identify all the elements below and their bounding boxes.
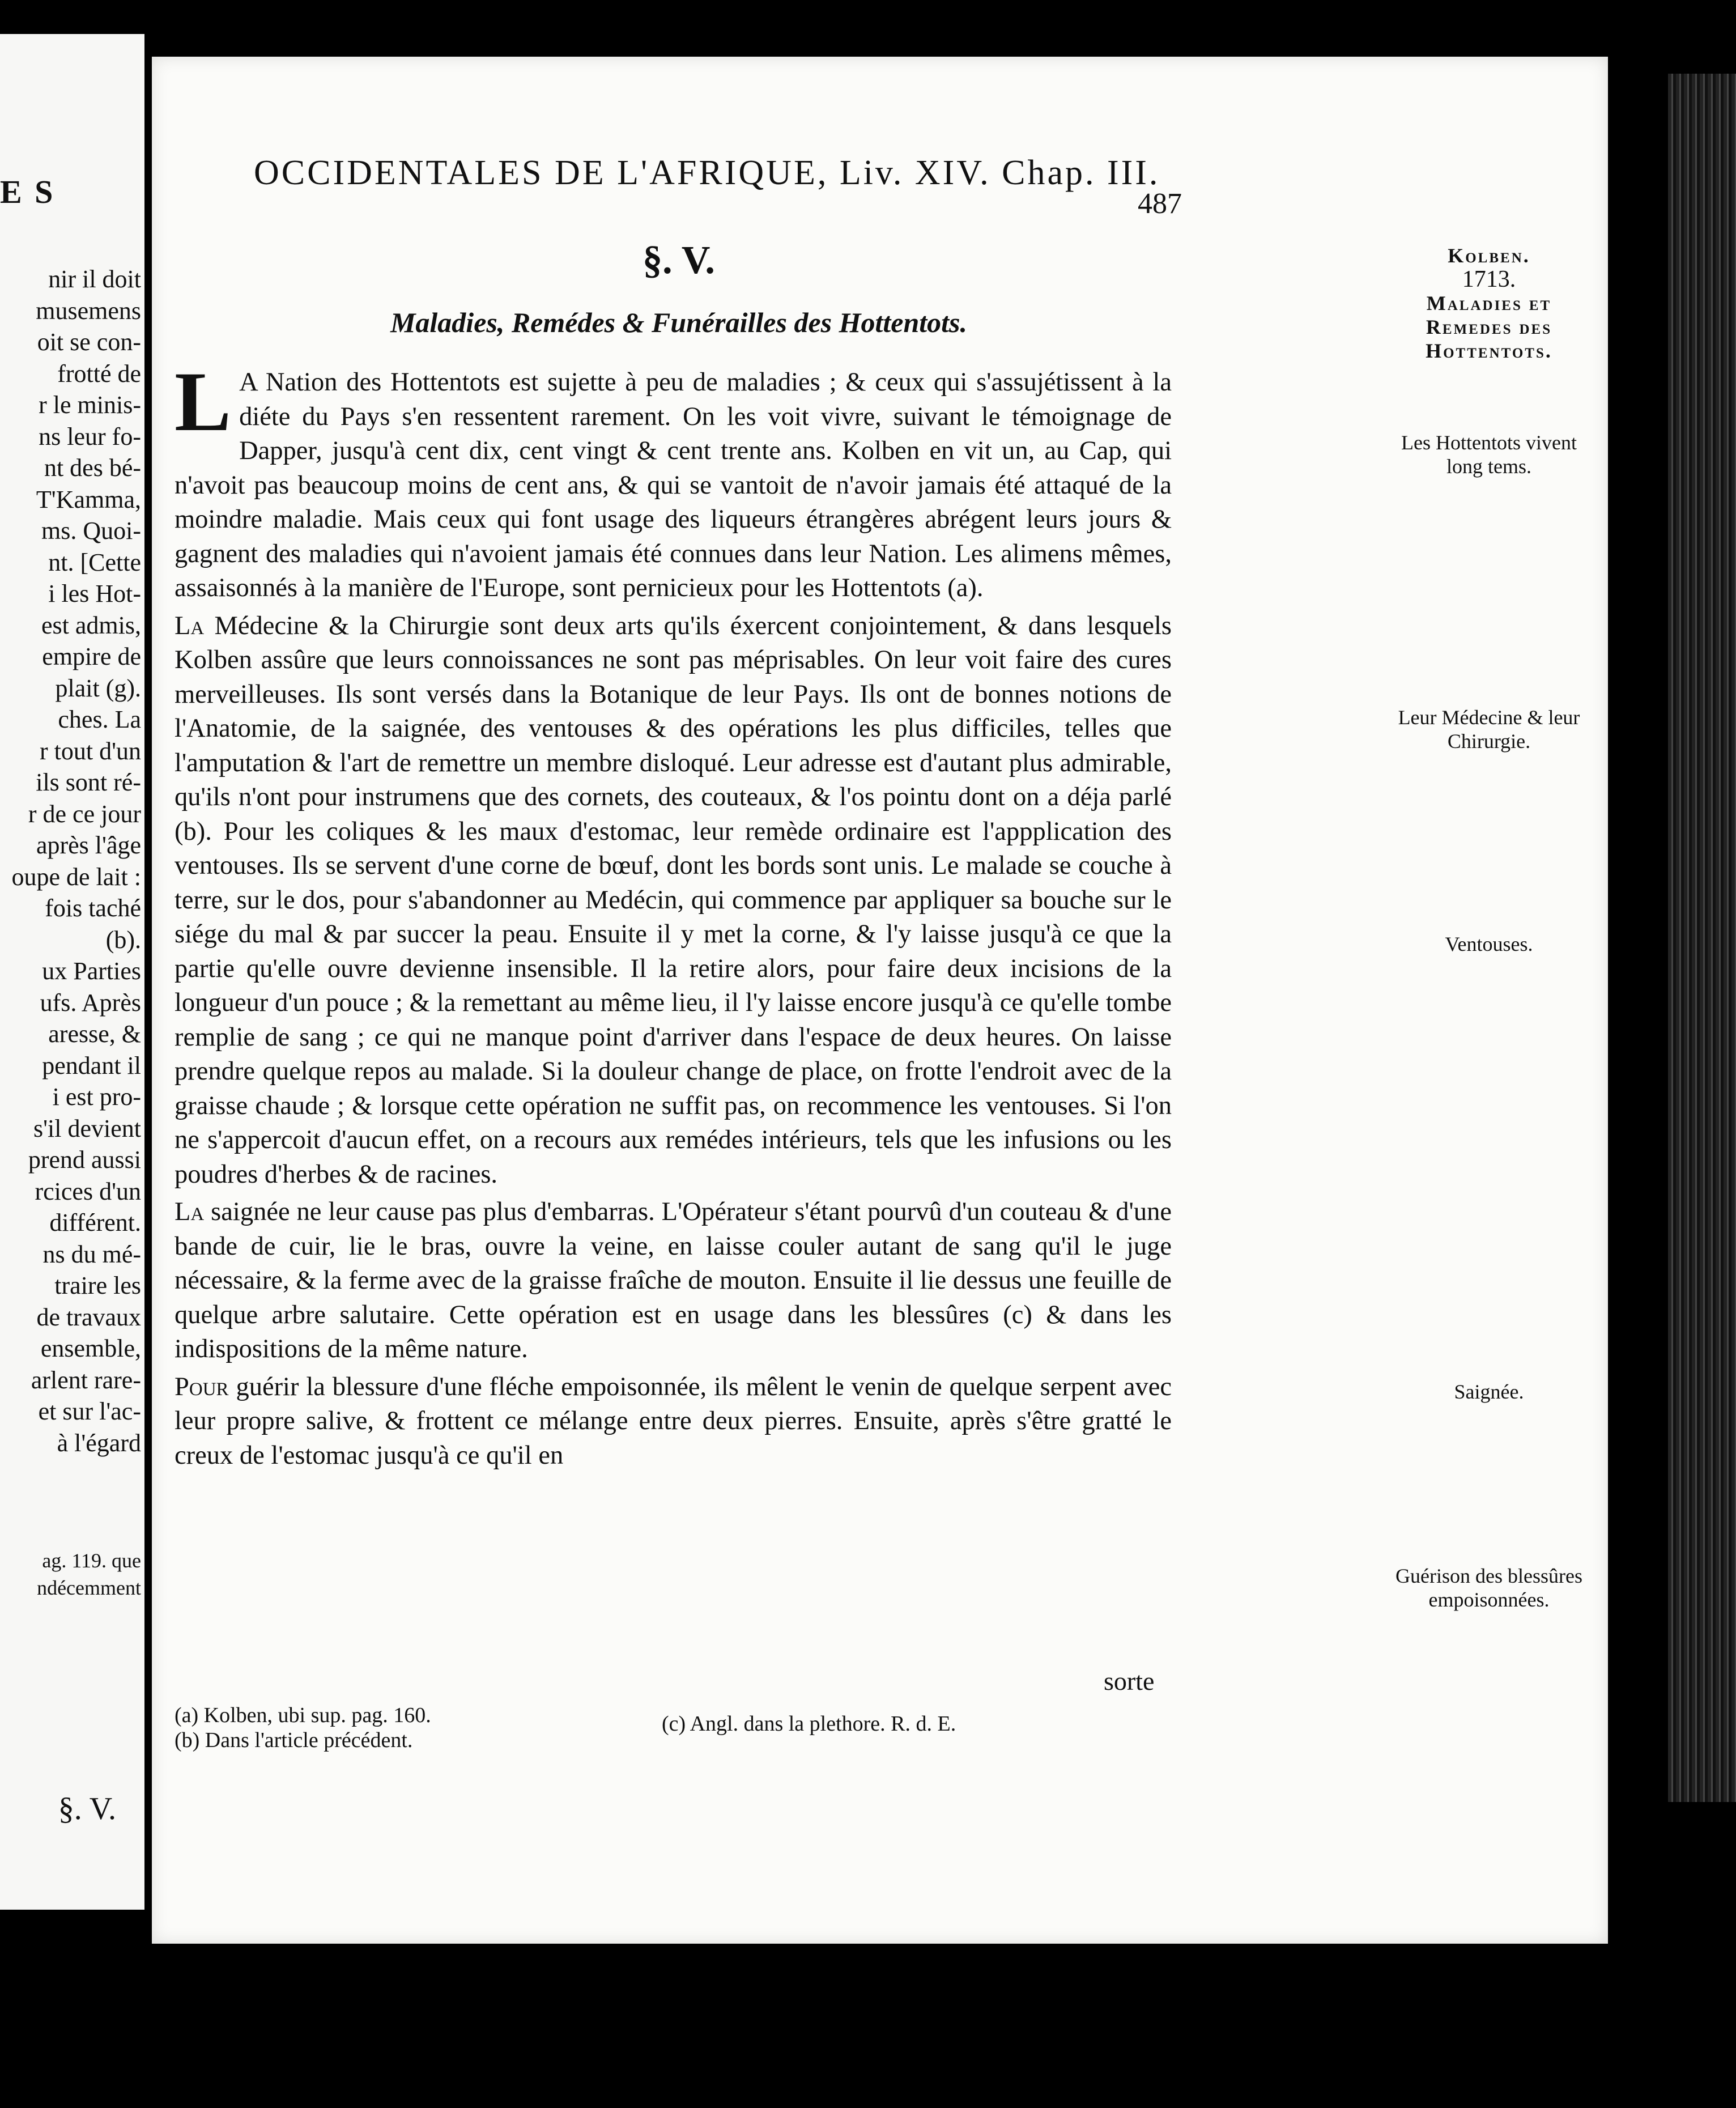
footnote-a: (a) Kolben, ubi sup. pag. 160. xyxy=(175,1703,431,1727)
margin-author: Kolben. xyxy=(1448,244,1530,267)
footnote-c: (c) Angl. dans la plethore. R. d. E. xyxy=(662,1712,956,1736)
margin-note-poison-wounds: Guérison des blessûres empoisonnées. xyxy=(1395,1565,1582,1611)
paragraph-3 xyxy=(175,1195,1172,1367)
previous-page-line: traire les xyxy=(54,1272,141,1299)
previous-page-section-mark: §. V. xyxy=(58,1791,116,1826)
previous-page-line: (b). xyxy=(105,925,141,954)
previous-page-line: ms. Quoi- xyxy=(41,517,141,545)
previous-page-line: frotté de xyxy=(57,359,141,388)
footnote-b: (b) Dans l'article précédent. xyxy=(175,1728,413,1752)
previous-page-line: i est pro- xyxy=(52,1083,141,1111)
margin-note-medicine: Leur Médecine & leur Chirurgie. xyxy=(1398,706,1580,753)
previous-page-line: ns leur fo- xyxy=(39,422,141,450)
previous-page-note: ndécemment xyxy=(37,1576,141,1599)
previous-page-notes xyxy=(37,1547,141,1601)
previous-page-line: musemens xyxy=(36,296,141,325)
book-edge xyxy=(1668,74,1736,1802)
previous-page-line: différent. xyxy=(49,1209,141,1236)
previous-page-line: prend aussi xyxy=(28,1146,141,1174)
previous-page-line: oit se con- xyxy=(37,328,141,356)
previous-page-line: ns du mé- xyxy=(42,1240,141,1268)
previous-page-line: à l'égard xyxy=(57,1429,141,1457)
previous-page-line: ufs. Après xyxy=(40,988,141,1017)
previous-page-line: ches. La xyxy=(58,706,141,733)
book-page xyxy=(152,57,1608,1944)
previous-page-lines xyxy=(12,264,142,1459)
previous-page-line: ils sont ré- xyxy=(36,768,141,796)
previous-page-line: nt. [Cette xyxy=(48,548,141,576)
catchword: sorte xyxy=(1104,1667,1155,1695)
paragraph-2-lead: La xyxy=(175,611,205,640)
running-head: OCCIDENTALES DE L'AFRIQUE, Liv. XIV. Chap. III. xyxy=(254,154,1160,192)
drop-cap: L xyxy=(175,355,232,449)
margin-note-bleeding: Saignée. xyxy=(1454,1380,1524,1403)
previous-page-line: et sur l'ac- xyxy=(38,1397,141,1425)
paragraph-2 xyxy=(175,609,1172,1192)
paragraph-3-text: saignée ne leur cause pas plus d'embarras. L'Opérateur s'étant pourvû d'un couteau & d'une bande de cuir, lie le bras, ouvre la veine, en laisse couler autant de sang qu'il le juge nécessaire, & la ferme avec de la graisse fraîche de mouton. Ensuite il lie dessus une feuille de quelque arbre salutaire. Cette opération est en usage dans les blessûres (c) & dans les indispositions de la même nature. xyxy=(175,1197,1172,1363)
paragraph-3-lead: La xyxy=(175,1197,205,1226)
previous-page-line: nir il doit xyxy=(48,265,141,293)
previous-page xyxy=(0,34,144,1910)
previous-page-line: ux Parties xyxy=(42,957,141,985)
paragraph-4-lead: Pour xyxy=(175,1372,229,1401)
paragraph-4-text: guérir la blessure d'une fléche empoisonnée, ils mêlent le venin de quelque serpent avec leur propre salive, & frottent ce mélange entre deux pierres. Ensuite, après s'être gratté le creux de l'estomac jusqu'à ce qu'il en xyxy=(175,1372,1172,1470)
margin-note-cupping: Ventouses. xyxy=(1445,933,1533,955)
previous-page-line: arlent rare- xyxy=(31,1366,141,1394)
previous-page-line: empire de xyxy=(42,643,141,670)
previous-page-line: après l'âge xyxy=(36,831,141,859)
footnotes xyxy=(175,1703,431,1753)
section-subtitle: Maladies, Remédes & Funérailles des Hottentots. xyxy=(390,307,968,338)
previous-page-line: aresse, & xyxy=(48,1020,141,1048)
paragraph-1-text: A Nation des Hottentots est sujette à peu de maladies ; & ceux qui s'assujétissent à la diéte du Pays s'en ressentent rarement. On les voit vivre, suivant le témoignage de Dapper, jusqu'à cent dix, cent vingt & cent trente ans. Kolben en vit un, au Cap, qui n'avoit pas beaucoup moins de cent ans, & qui se vantoit de n'avoir jamais été attaqué de la moindre maladie. Mais ceux qui font usage des liqueurs étrangères abrégent leurs jours & gagnent des maladies qui n'avoient jamais été connues dans leur Nation. Les alimens mêmes, assaisonnés à la manière de l'Europe, sont pernicieux pour les Hottentots (a). xyxy=(175,368,1172,602)
margin-note-longevity: Les Hottentots vivent long tems. xyxy=(1401,431,1577,478)
previous-page-line: r tout d'un xyxy=(39,737,141,765)
paragraph-2-text: Médecine & la Chirurgie sont deux arts qu'ils éxercent conjointement, & dans lesquels Kolben assûre que leurs connoissances ne sont pas méprisables. On leur voit faire des cures merveilleuses. Ils sont versés dans la Botanique de leur Pays. Ils ont de bonnes notions de l'Anatomie, de la saignée, des ventouses & des opérations les plus difficiles, telles que l'amputation & l'art de remettre un membre disloqué. Leur adresse est d'autant plus admirable, qu'ils n'ont pour instrumens que des cornets, des couteaux, & l'os pointu dont on a déja parlé (b). Pour les coliques & les maux d'estomac, leur remède ordinaire est l'appplication des ventouses. Ils se servent d'une corne de bœuf, dont les bords sont unis. Le malade se couche à terre, sur le dos, pour s'abandonner au Medécin, qui commence par appliquer sa bouche sur le siége du mal & par succer la peau. Ensuite il y met la corne, & l'y laisse jusqu'à ce que la partie qu'elle ouvre devienne insensible. Il la retire alors, pour faire deux incisions de la longueur d'un pouce ; & la remettant au même lieu, il l'y laisse encore jusqu'à ce qu'elle tombe remplie de sang ; ce qui ne manque point d'arriver dans l'espace de deux heures. On laisse prendre quelque repos au malade. Si la douleur change de place, on frotte l'endroit avec de la graisse chaude ; & lorsque cette opération ne suffit pas, on recommence les ventouses. Si l'on ne s'appercoit d'aucun effet, on a recours aux remédes intérieurs, tels que les infusions ou les poudres d'herbes & de racines. xyxy=(175,611,1172,1189)
paragraph-4 xyxy=(175,1370,1172,1473)
margin-note-heading xyxy=(1381,244,1597,363)
previous-page-line: rcices d'un xyxy=(35,1177,141,1205)
margin-topic: Maladies et Remedes des Hottentots. xyxy=(1426,292,1552,362)
previous-page-line: est admis, xyxy=(41,611,141,639)
paragraph-1 xyxy=(175,355,1172,606)
previous-page-line: T'Kamma, xyxy=(36,485,141,513)
page-number: 487 xyxy=(1138,188,1182,220)
previous-page-line: r de ce jour xyxy=(28,800,141,828)
previous-page-note: ag. 119. que xyxy=(42,1549,141,1572)
margin-year: 1713. xyxy=(1462,266,1516,292)
previous-page-line: nt des bé- xyxy=(44,454,141,482)
previous-page-line: ensemble, xyxy=(40,1334,141,1362)
previous-page-line: r le minis- xyxy=(39,391,141,419)
previous-page-line: plait (g). xyxy=(55,674,141,702)
previous-page-heading: E S xyxy=(0,173,56,210)
section-title: §. V. xyxy=(643,239,715,282)
previous-page-line: i les Hot- xyxy=(48,580,141,607)
previous-page-line: pendant il xyxy=(42,1051,141,1080)
previous-page-line: oupe de lait : xyxy=(11,862,141,891)
previous-page-line: s'il devient xyxy=(33,1114,141,1142)
body-text xyxy=(175,355,1172,1473)
previous-page-line: fois taché xyxy=(45,894,141,922)
previous-page-line: de travaux xyxy=(36,1303,141,1331)
